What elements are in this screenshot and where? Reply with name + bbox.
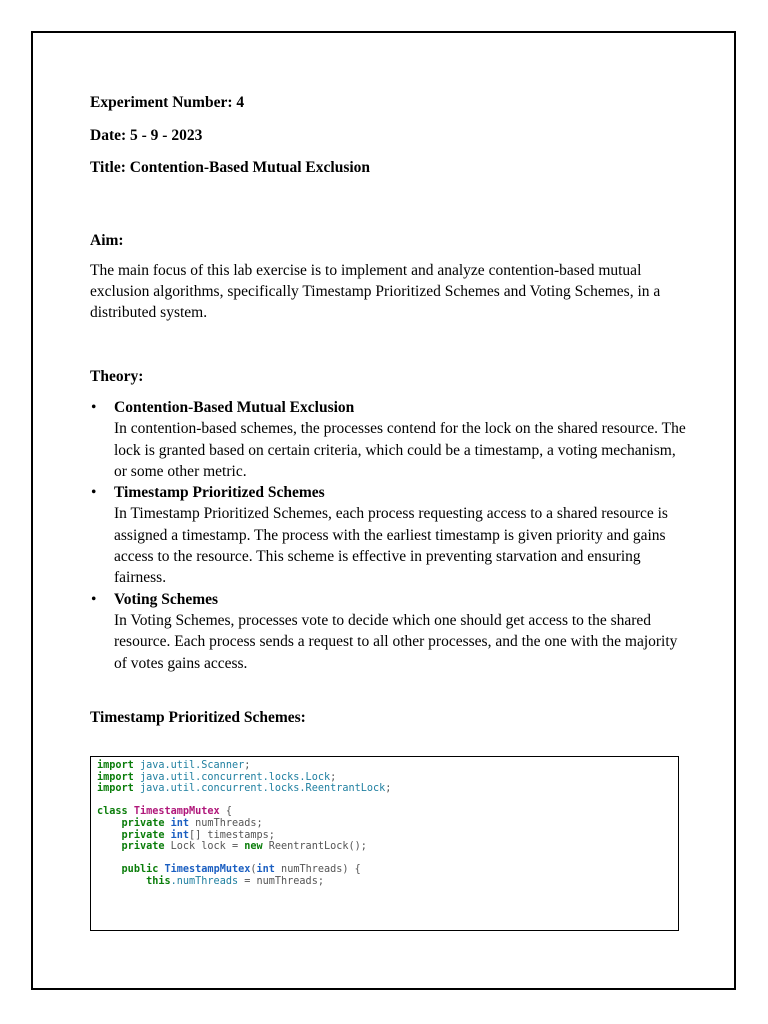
experiment-title: Title: Contention-Based Mutual Exclusion	[90, 159, 371, 176]
code-line: private int numThreads;	[121, 817, 263, 829]
aim-text: The main focus of this lab exercise is to implement and analyze contention-based mutual exclusion algorithms, specifically Timestamp Prioritized Schemes and Voting Schemes, in a distributed system.	[90, 262, 661, 321]
code-line: public TimestampMutex(int numThreads) {	[121, 864, 361, 876]
theory-item-title: Contention-Based Mutual Exclusion	[114, 399, 355, 416]
theory-item-body: In Voting Schemes, processes vote to decide which one should get access to the shared resource. Each process sends a request to all other processes, and the one with the majority of votes gains access.	[114, 611, 678, 672]
document-content	[90, 92, 690, 736]
timestamp-schemes-heading: Timestamp Prioritized Schemes:	[90, 708, 306, 726]
experiment-date: Date: 5 - 9 - 2023	[90, 127, 203, 144]
code-line: private Lock lock = new ReentrantLock();	[121, 841, 367, 853]
aim-heading: Aim:	[90, 232, 124, 249]
code-line: class TimestampMutex {	[97, 806, 232, 818]
bullet-icon: •	[91, 590, 97, 608]
code-line: import java.util.concurrent.locks.ReentrantLock;	[97, 783, 392, 795]
code-line: private int[] timestamps;	[121, 829, 275, 841]
theory-item	[90, 589, 690, 674]
code-line-blank	[97, 795, 672, 807]
experiment-number: Experiment Number: 4	[90, 94, 245, 111]
code-line: import java.util.concurrent.locks.Lock;	[97, 771, 337, 783]
theory-list	[90, 397, 690, 674]
theory-item-body: In contention-based schemes, the processes contend for the lock on the shared resource. The lock is granted based on certain criteria, which could be a timestamp, a voting mechanism, or some other metric.	[114, 420, 686, 480]
bullet-icon: •	[91, 484, 97, 502]
code-line: this.numThreads = numThreads;	[146, 875, 324, 887]
theory-heading: Theory:	[90, 368, 144, 385]
code-line-blank	[97, 853, 672, 865]
bullet-icon: •	[91, 399, 97, 416]
theory-item-title: Timestamp Prioritized Schemes	[114, 484, 325, 502]
code-block	[90, 756, 679, 931]
code-line: import java.util.Scanner;	[97, 760, 251, 771]
theory-item	[90, 482, 690, 588]
theory-item	[90, 397, 690, 482]
theory-item-body: In Timestamp Prioritized Schemes, each process requesting access to a shared resource is assigned a timestamp. The process with the earliest timestamp is given priority and gains access to the resource. This scheme is effective in preventing starvation and ensuring fairness.	[114, 505, 668, 587]
theory-item-title: Voting Schemes	[114, 590, 219, 608]
